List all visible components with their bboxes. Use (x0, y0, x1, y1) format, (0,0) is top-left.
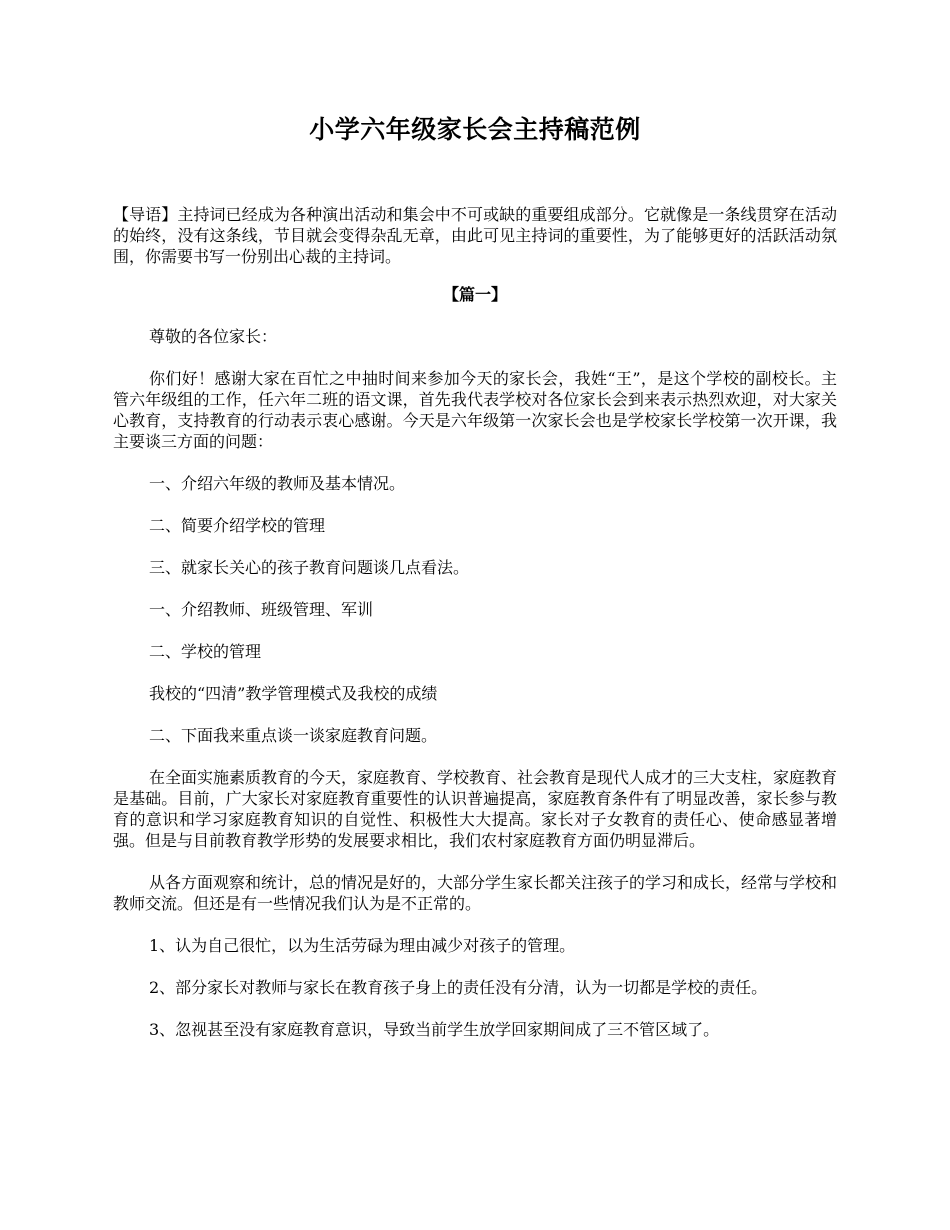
body-text (113, 326, 837, 1040)
paragraph-item: 二、学校的管理 (149, 642, 262, 661)
intro-paragraph: 【导语】主持词已经成为各种演出活动和集会中不可或缺的重要组成部分。它就像是一条线贯穿在活动的始终，没有这条线，节目就会变得杂乱无章，由此可见主持词的重要性，为了能够更好的活跃活动氛围，你需要书写一份别出心裁的主持词。 (113, 205, 837, 266)
paragraph-item: 三、就家长关心的孩子教育问题谈几点看法。 (149, 558, 470, 577)
paragraph-body: 从各方面观察和统计，总的情况是好的，大部分学生家长都关注孩子的学习和成长，经常与学校和教师交流。但还是有一些情况我们认为是不正常的。 (113, 873, 838, 913)
paragraph-list-item: 1、认为自己很忙，以为生活劳碌为理由减少对孩子的管理。 (149, 936, 576, 955)
document-title: 小学六年级家长会主持稿范例 (309, 115, 641, 144)
paragraph-item: 二、简要介绍学校的管理 (149, 516, 326, 535)
paragraph-item: 二、下面我来重点谈一谈家庭教育问题。 (149, 726, 438, 745)
paragraph-list-item: 3、忽视甚至没有家庭教育意识，导致当前学生放学回家期间成了三不管区域了。 (149, 1020, 720, 1039)
paragraph-body: 在全面实施素质教育的今天，家庭教育、学校教育、社会教育是现代人成才的三大支柱，家庭教育是基础。目前，广大家长对家庭教育重要性的认识普遍提高，家庭教育条件有了明显改善，家长参与教育的意识和学习家庭教育知识的自觉性、积极性大大提高。家长对子女教育的责任心、使命感显著增强。但是与目前教育教学形势的发展要求相比，我们农村家庭教育方面仍明显滞后。 (113, 768, 838, 850)
paragraph-item: 一、介绍教师、班级管理、军训 (149, 600, 374, 619)
paragraph-salutation: 尊敬的各位家长： (149, 327, 278, 346)
paragraph-item: 我校的“四清”教学管理模式及我校的成绩 (149, 684, 438, 703)
paragraph-greeting: 你们好！感谢大家在百忙之中抽时间来参加今天的家长会，我姓“王”，是这个学校的副校长。主管六年级组的工作，任六年二班的语文课，首先我代表学校对各位家长会到来表示热烈欢迎，对大家关心教育，支持教育的行动表示衷心感谢。今天是六年级第一次家长会也是学校家长学校第一次开课，我主要谈三方面的问题： (113, 369, 837, 451)
section-heading: 【篇一】 (442, 285, 507, 304)
paragraph-list-item: 2、部分家长对教师与家长在教育孩子身上的责任没有分清，认为一切都是学校的责任。 (149, 978, 768, 997)
paragraph-item: 一、介绍六年级的教师及基本情况。 (149, 474, 406, 493)
